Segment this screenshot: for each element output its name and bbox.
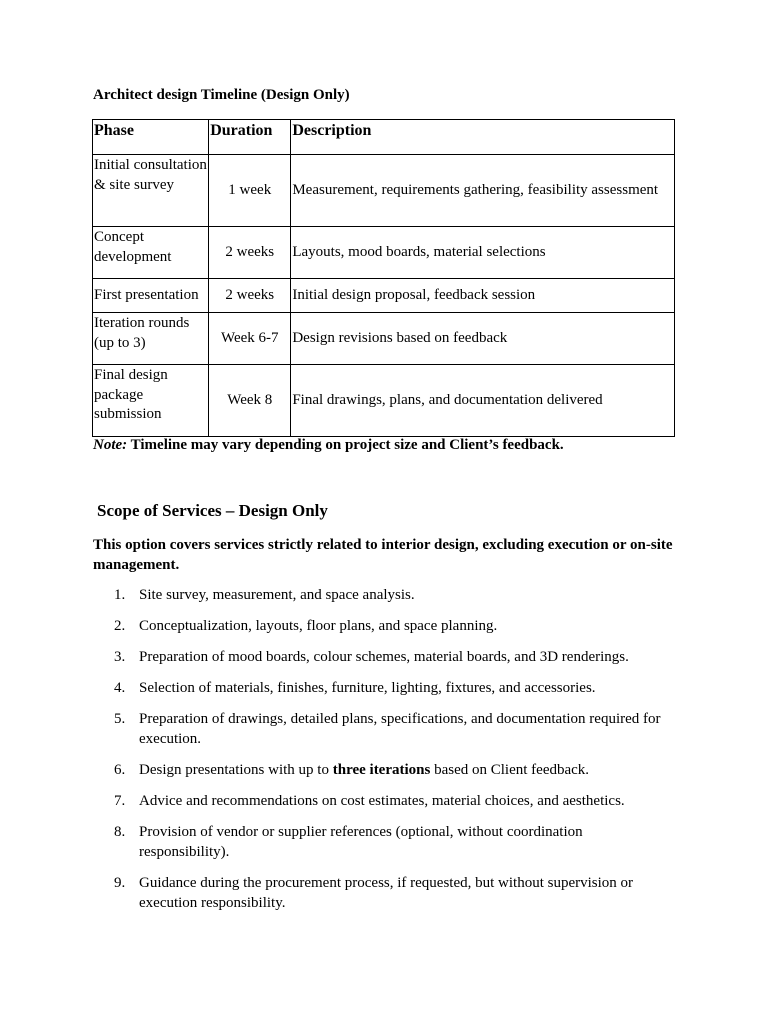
list-item-text: Site survey, measurement, and space analysis. — [139, 587, 415, 603]
header-description: Description — [291, 120, 675, 155]
list-item — [93, 760, 668, 780]
list-item-text: Preparation of mood boards, colour schemes, material boards, and 3D renderings. — [139, 649, 629, 665]
list-item-text: Preparation of drawings, detailed plans, specifications, and documentation required for execution. — [139, 711, 661, 747]
list-item — [93, 822, 668, 862]
duration-cell: 2 weeks — [209, 279, 291, 313]
list-item-text-after: based on Client feedback. — [430, 762, 590, 778]
timeline-note — [93, 437, 564, 454]
list-item — [93, 647, 668, 667]
list-number: 9. — [114, 875, 126, 891]
duration-cell: 2 weeks — [209, 227, 291, 279]
list-number: 3. — [114, 649, 126, 665]
table-row — [93, 227, 675, 279]
note-text: Timeline may vary depending on project size and Client’s feedback. — [127, 437, 564, 453]
scope-list — [93, 585, 668, 924]
header-duration: Duration — [209, 120, 291, 155]
description-cell: Measurement, requirements gathering, feasibility assessment — [291, 155, 675, 227]
table-row — [93, 279, 675, 313]
timeline-heading: Architect design Timeline (Design Only) — [93, 87, 350, 103]
list-item-text: Conceptualization, layouts, floor plans, and space planning. — [139, 618, 498, 634]
description-cell: Design revisions based on feedback — [291, 313, 675, 365]
list-number: 5. — [114, 711, 126, 727]
list-item — [93, 585, 668, 605]
list-item-text-bold: three iterations — [332, 762, 431, 778]
description-cell: Initial design proposal, feedback session — [291, 279, 675, 313]
note-label: Note: — [93, 437, 128, 453]
list-item — [93, 678, 668, 698]
list-item — [93, 616, 668, 636]
list-item-text: Provision of vendor or supplier references (optional, without coordination responsibility). — [139, 824, 583, 860]
table-row — [93, 155, 675, 227]
phase-cell: Final design package submission — [93, 365, 209, 437]
list-item-text-before: Design presentations with up to — [139, 762, 333, 778]
list-number: 8. — [114, 824, 126, 840]
phase-cell: Initial consultation & site survey — [93, 155, 209, 227]
list-number: 6. — [114, 762, 126, 778]
table-row — [93, 365, 675, 437]
duration-cell: Week 6-7 — [209, 313, 291, 365]
list-number: 2. — [114, 618, 126, 634]
scope-title: Scope of Services – Design Only — [97, 501, 328, 520]
list-item — [93, 791, 668, 811]
phase-cell: Iteration rounds (up to 3) — [93, 313, 209, 365]
list-item — [93, 709, 668, 749]
phase-cell: Concept development — [93, 227, 209, 279]
timeline-table — [92, 119, 675, 437]
phase-cell: First presentation — [93, 279, 209, 313]
table-header-row — [93, 120, 675, 155]
list-number: 4. — [114, 680, 126, 696]
list-item — [93, 873, 668, 913]
list-item-text: Selection of materials, finishes, furniture, lighting, fixtures, and accessories. — [139, 680, 596, 696]
header-phase: Phase — [93, 120, 209, 155]
description-cell: Final drawings, plans, and documentation delivered — [291, 365, 675, 437]
duration-cell: Week 8 — [209, 365, 291, 437]
scope-intro: This option covers services strictly related to interior design, excluding execution or on-site management. — [93, 537, 673, 573]
list-number: 7. — [114, 793, 126, 809]
description-cell: Layouts, mood boards, material selections — [291, 227, 675, 279]
table-row — [93, 313, 675, 365]
list-number: 1. — [114, 587, 126, 603]
duration-cell: 1 week — [209, 155, 291, 227]
list-item-text: Guidance during the procurement process, if requested, but without supervision or execution responsibility. — [139, 875, 634, 911]
list-item-text: Advice and recommendations on cost estimates, material choices, and aesthetics. — [139, 793, 625, 809]
